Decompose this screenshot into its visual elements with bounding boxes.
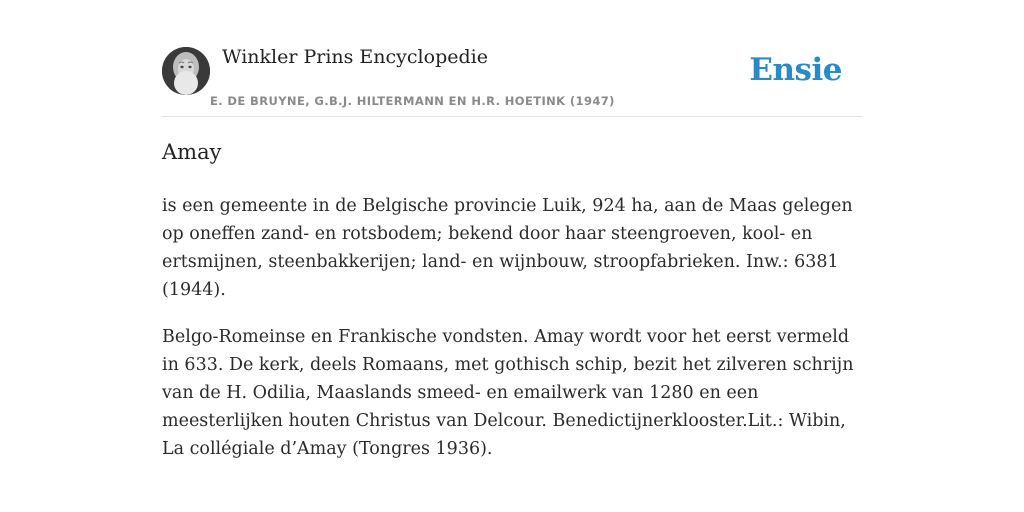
article-paragraph: Belgo-Romeinse en Frankische vondsten. Amay wordt voor het eerst vermeld in 633. De kerk, deels Romaans, met gothisch schip, bezit het zilveren schrijn van de H. Odilia, Maaslands smeed- en emailwerk van 1280 en een meesterlijken houten Christus van Delcour. Benedictijnerklooster.Lit.: Wibin, La collégiale d’Amay (Tongres 1936). [162, 327, 854, 459]
article-title: Amay [162, 140, 222, 164]
article-paragraph: is een gemeente in de Belgische provincie Luik, 924 ha, aan de Maas gelegen op oneffen zand- en rotsbodem; bekend door haar steengroeven, kool- en ertsmijnen, steenbakkerijen; land- en wijnbouw, stroopfabrieken. Inw.: 6381 (1944). [162, 196, 853, 300]
source-header [162, 44, 862, 117]
article-body [162, 192, 862, 482]
source-authors: E. DE BRUYNE, G.B.J. HILTERMANN EN H.R. HOETINK (1947) [210, 94, 615, 108]
brand-logo[interactable]: Ensie [749, 52, 842, 88]
source-title[interactable]: Winkler Prins Encyclopedie [222, 46, 488, 68]
author-portrait-icon [162, 47, 210, 95]
